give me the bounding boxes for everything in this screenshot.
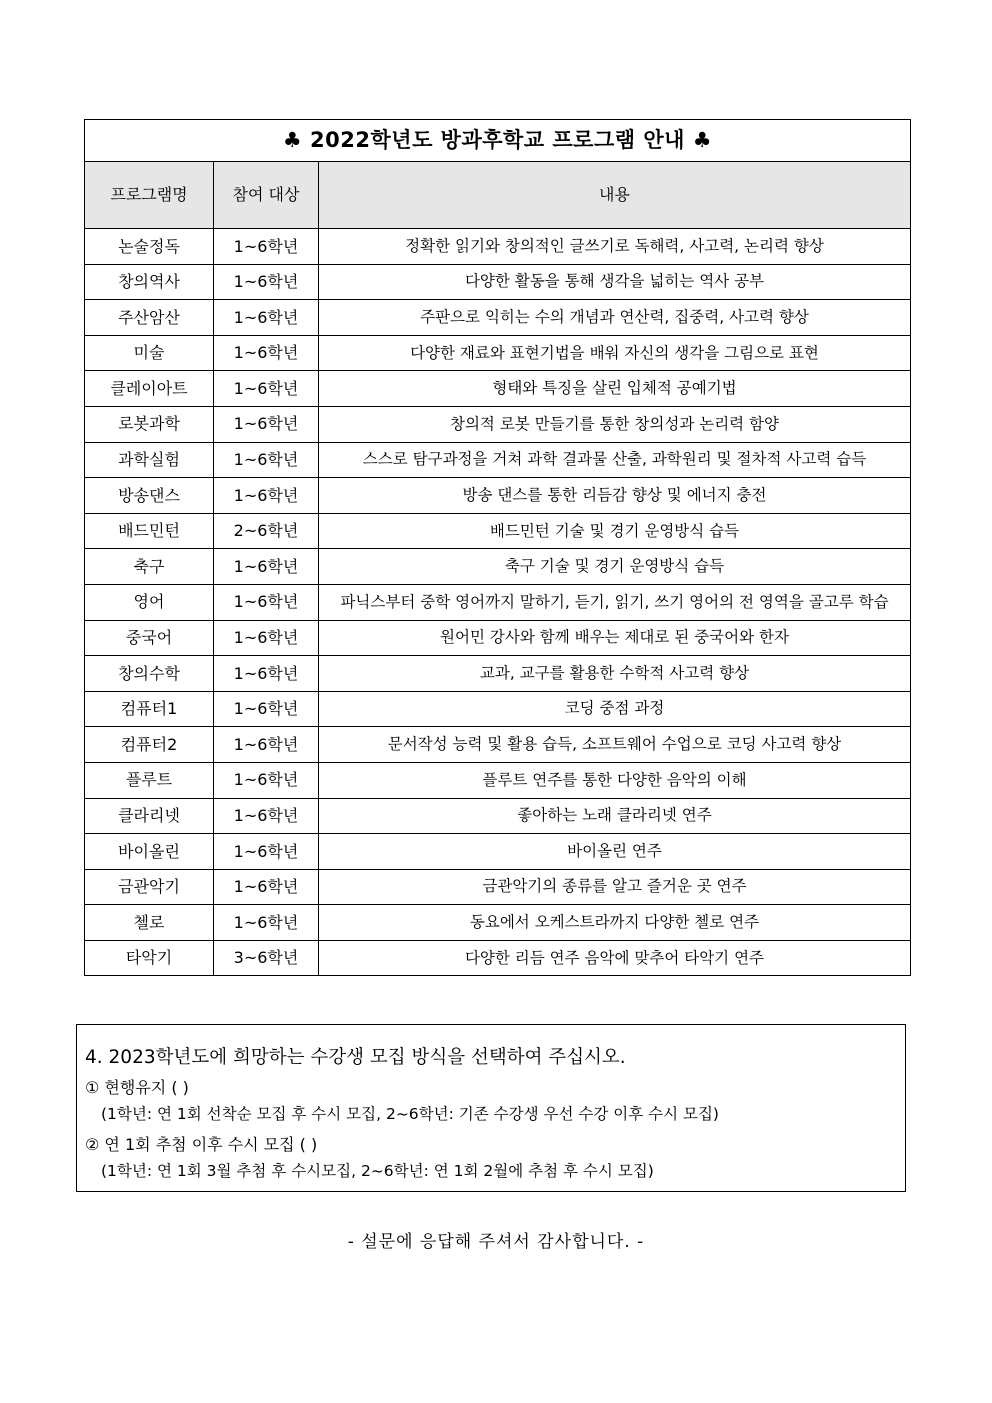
content-cell: 플루트 연주를 통한 다양한 음악의 이해 <box>319 762 911 798</box>
table-row <box>85 264 911 300</box>
content-cell: 바이올린 연주 <box>319 834 911 870</box>
content-cell: 정확한 읽기와 창의적인 글쓰기로 독해력, 사고력, 논리력 향상 <box>319 229 911 265</box>
content-cell: 다양한 리듬 연주 음악에 맞추어 타악기 연주 <box>319 940 911 976</box>
target-cell: 1~6학년 <box>214 691 319 727</box>
program-table <box>84 119 911 976</box>
survey-box <box>76 1024 906 1192</box>
target-cell: 1~6학년 <box>214 869 319 905</box>
table-row <box>85 656 911 692</box>
content-cell: 좋아하는 노래 클라리넷 연주 <box>319 798 911 834</box>
program-name-cell: 창의역사 <box>85 264 214 300</box>
program-name-cell: 영어 <box>85 584 214 620</box>
target-cell: 1~6학년 <box>214 335 319 371</box>
program-name-cell: 첼로 <box>85 905 214 941</box>
program-name-cell: 클라리넷 <box>85 798 214 834</box>
target-cell: 1~6학년 <box>214 478 319 514</box>
program-name-cell: 주산암산 <box>85 300 214 336</box>
program-name-cell: 축구 <box>85 549 214 585</box>
content-cell: 배드민턴 기술 및 경기 운영방식 습득 <box>319 513 911 549</box>
table-row <box>85 834 911 870</box>
table-row <box>85 371 911 407</box>
content-cell: 동요에서 오케스트라까지 다양한 첼로 연주 <box>319 905 911 941</box>
target-cell: 1~6학년 <box>214 300 319 336</box>
target-cell: 1~6학년 <box>214 727 319 763</box>
program-name-cell: 로봇과학 <box>85 406 214 442</box>
table-row <box>85 620 911 656</box>
table-row <box>85 335 911 371</box>
table-row <box>85 584 911 620</box>
target-cell: 1~6학년 <box>214 584 319 620</box>
table-row <box>85 406 911 442</box>
table-row <box>85 691 911 727</box>
table-row <box>85 549 911 585</box>
program-name-cell: 배드민턴 <box>85 513 214 549</box>
content-cell: 형태와 특징을 살린 입체적 공예기법 <box>319 371 911 407</box>
target-cell: 1~6학년 <box>214 264 319 300</box>
table-row <box>85 869 911 905</box>
content-cell: 축구 기술 및 경기 운영방식 습득 <box>319 549 911 585</box>
program-name-cell: 방송댄스 <box>85 478 214 514</box>
content-cell: 파닉스부터 중학 영어까지 말하기, 듣기, 읽기, 쓰기 영어의 전 영역을 골고루 학습 <box>319 584 911 620</box>
target-cell: 1~6학년 <box>214 905 319 941</box>
content-cell: 다양한 재료와 표현기법을 배워 자신의 생각을 그림으로 표현 <box>319 335 911 371</box>
table-row <box>85 940 911 976</box>
program-name-cell: 금관악기 <box>85 869 214 905</box>
program-name-cell: 논술정독 <box>85 229 214 265</box>
program-name-cell: 클레이아트 <box>85 371 214 407</box>
target-cell: 1~6학년 <box>214 798 319 834</box>
table-row <box>85 513 911 549</box>
table-row <box>85 762 911 798</box>
content-cell: 주판으로 익히는 수의 개념과 연산력, 집중력, 사고력 향상 <box>319 300 911 336</box>
table-title: ♣ 2022학년도 방과후학교 프로그램 안내 ♣ <box>85 120 911 162</box>
table-row <box>85 442 911 478</box>
table-body <box>85 229 911 976</box>
program-name-cell: 컴퓨터1 <box>85 691 214 727</box>
program-name-cell: 중국어 <box>85 620 214 656</box>
table-row <box>85 727 911 763</box>
content-cell: 다양한 활동을 통해 생각을 넓히는 역사 공부 <box>319 264 911 300</box>
content-cell: 방송 댄스를 통한 리듬감 향상 및 에너지 충전 <box>319 478 911 514</box>
target-cell: 1~6학년 <box>214 834 319 870</box>
program-name-cell: 타악기 <box>85 940 214 976</box>
content-cell: 문서작성 능력 및 활용 습득, 소프트웨어 수업으로 코딩 사고력 향상 <box>319 727 911 763</box>
target-cell: 1~6학년 <box>214 406 319 442</box>
survey-option-2[interactable]: ② 연 1회 추첨 이후 수시 모집 ( ) <box>85 1135 318 1154</box>
survey-option-1-note: (1학년: 연 1회 선착순 모집 후 수시 모집, 2~6학년: 기존 수강생 우선 수강 이후 수시 모집) <box>101 1105 719 1123</box>
target-cell: 3~6학년 <box>214 940 319 976</box>
table-row <box>85 905 911 941</box>
program-name-cell: 플루트 <box>85 762 214 798</box>
table-row <box>85 229 911 265</box>
content-cell: 원어민 강사와 함께 배우는 제대로 된 중국어와 한자 <box>319 620 911 656</box>
table-row <box>85 478 911 514</box>
survey-option-2-note: (1학년: 연 1회 3월 추첨 후 수시모집, 2~6학년: 연 1회 2월에 추첨 후 수시 모집) <box>101 1162 654 1180</box>
target-cell: 1~6학년 <box>214 656 319 692</box>
target-cell: 1~6학년 <box>214 371 319 407</box>
target-cell: 1~6학년 <box>214 442 319 478</box>
closing-message: - 설문에 응답해 주셔서 감사합니다. - <box>347 1232 645 1252</box>
table-row <box>85 798 911 834</box>
target-cell: 1~6학년 <box>214 229 319 265</box>
program-name-cell: 컴퓨터2 <box>85 727 214 763</box>
content-cell: 교과, 교구를 활용한 수학적 사고력 향상 <box>319 656 911 692</box>
program-name-cell: 창의수학 <box>85 656 214 692</box>
target-cell: 1~6학년 <box>214 620 319 656</box>
content-cell: 코딩 중점 과정 <box>319 691 911 727</box>
target-cell: 1~6학년 <box>214 549 319 585</box>
table-header-row <box>85 162 911 229</box>
header-content: 내용 <box>319 162 911 229</box>
header-target: 참여 대상 <box>214 162 319 229</box>
content-cell: 금관악기의 종류를 알고 즐거운 곳 연주 <box>319 869 911 905</box>
table-row <box>85 300 911 336</box>
survey-option-1[interactable]: ① 현행유지 ( ) <box>85 1078 189 1097</box>
program-name-cell: 미술 <box>85 335 214 371</box>
content-cell: 창의적 로봇 만들기를 통한 창의성과 논리력 함양 <box>319 406 911 442</box>
program-name-cell: 과학실험 <box>85 442 214 478</box>
survey-question: 4. 2023학년도에 희망하는 수강생 모집 방식을 선택하여 주십시오. <box>85 1047 626 1068</box>
target-cell: 2~6학년 <box>214 513 319 549</box>
program-name-cell: 바이올린 <box>85 834 214 870</box>
target-cell: 1~6학년 <box>214 762 319 798</box>
header-program-name: 프로그램명 <box>85 162 214 229</box>
content-cell: 스스로 탐구과정을 거쳐 과학 결과물 산출, 과학원리 및 절차적 사고력 습득 <box>319 442 911 478</box>
